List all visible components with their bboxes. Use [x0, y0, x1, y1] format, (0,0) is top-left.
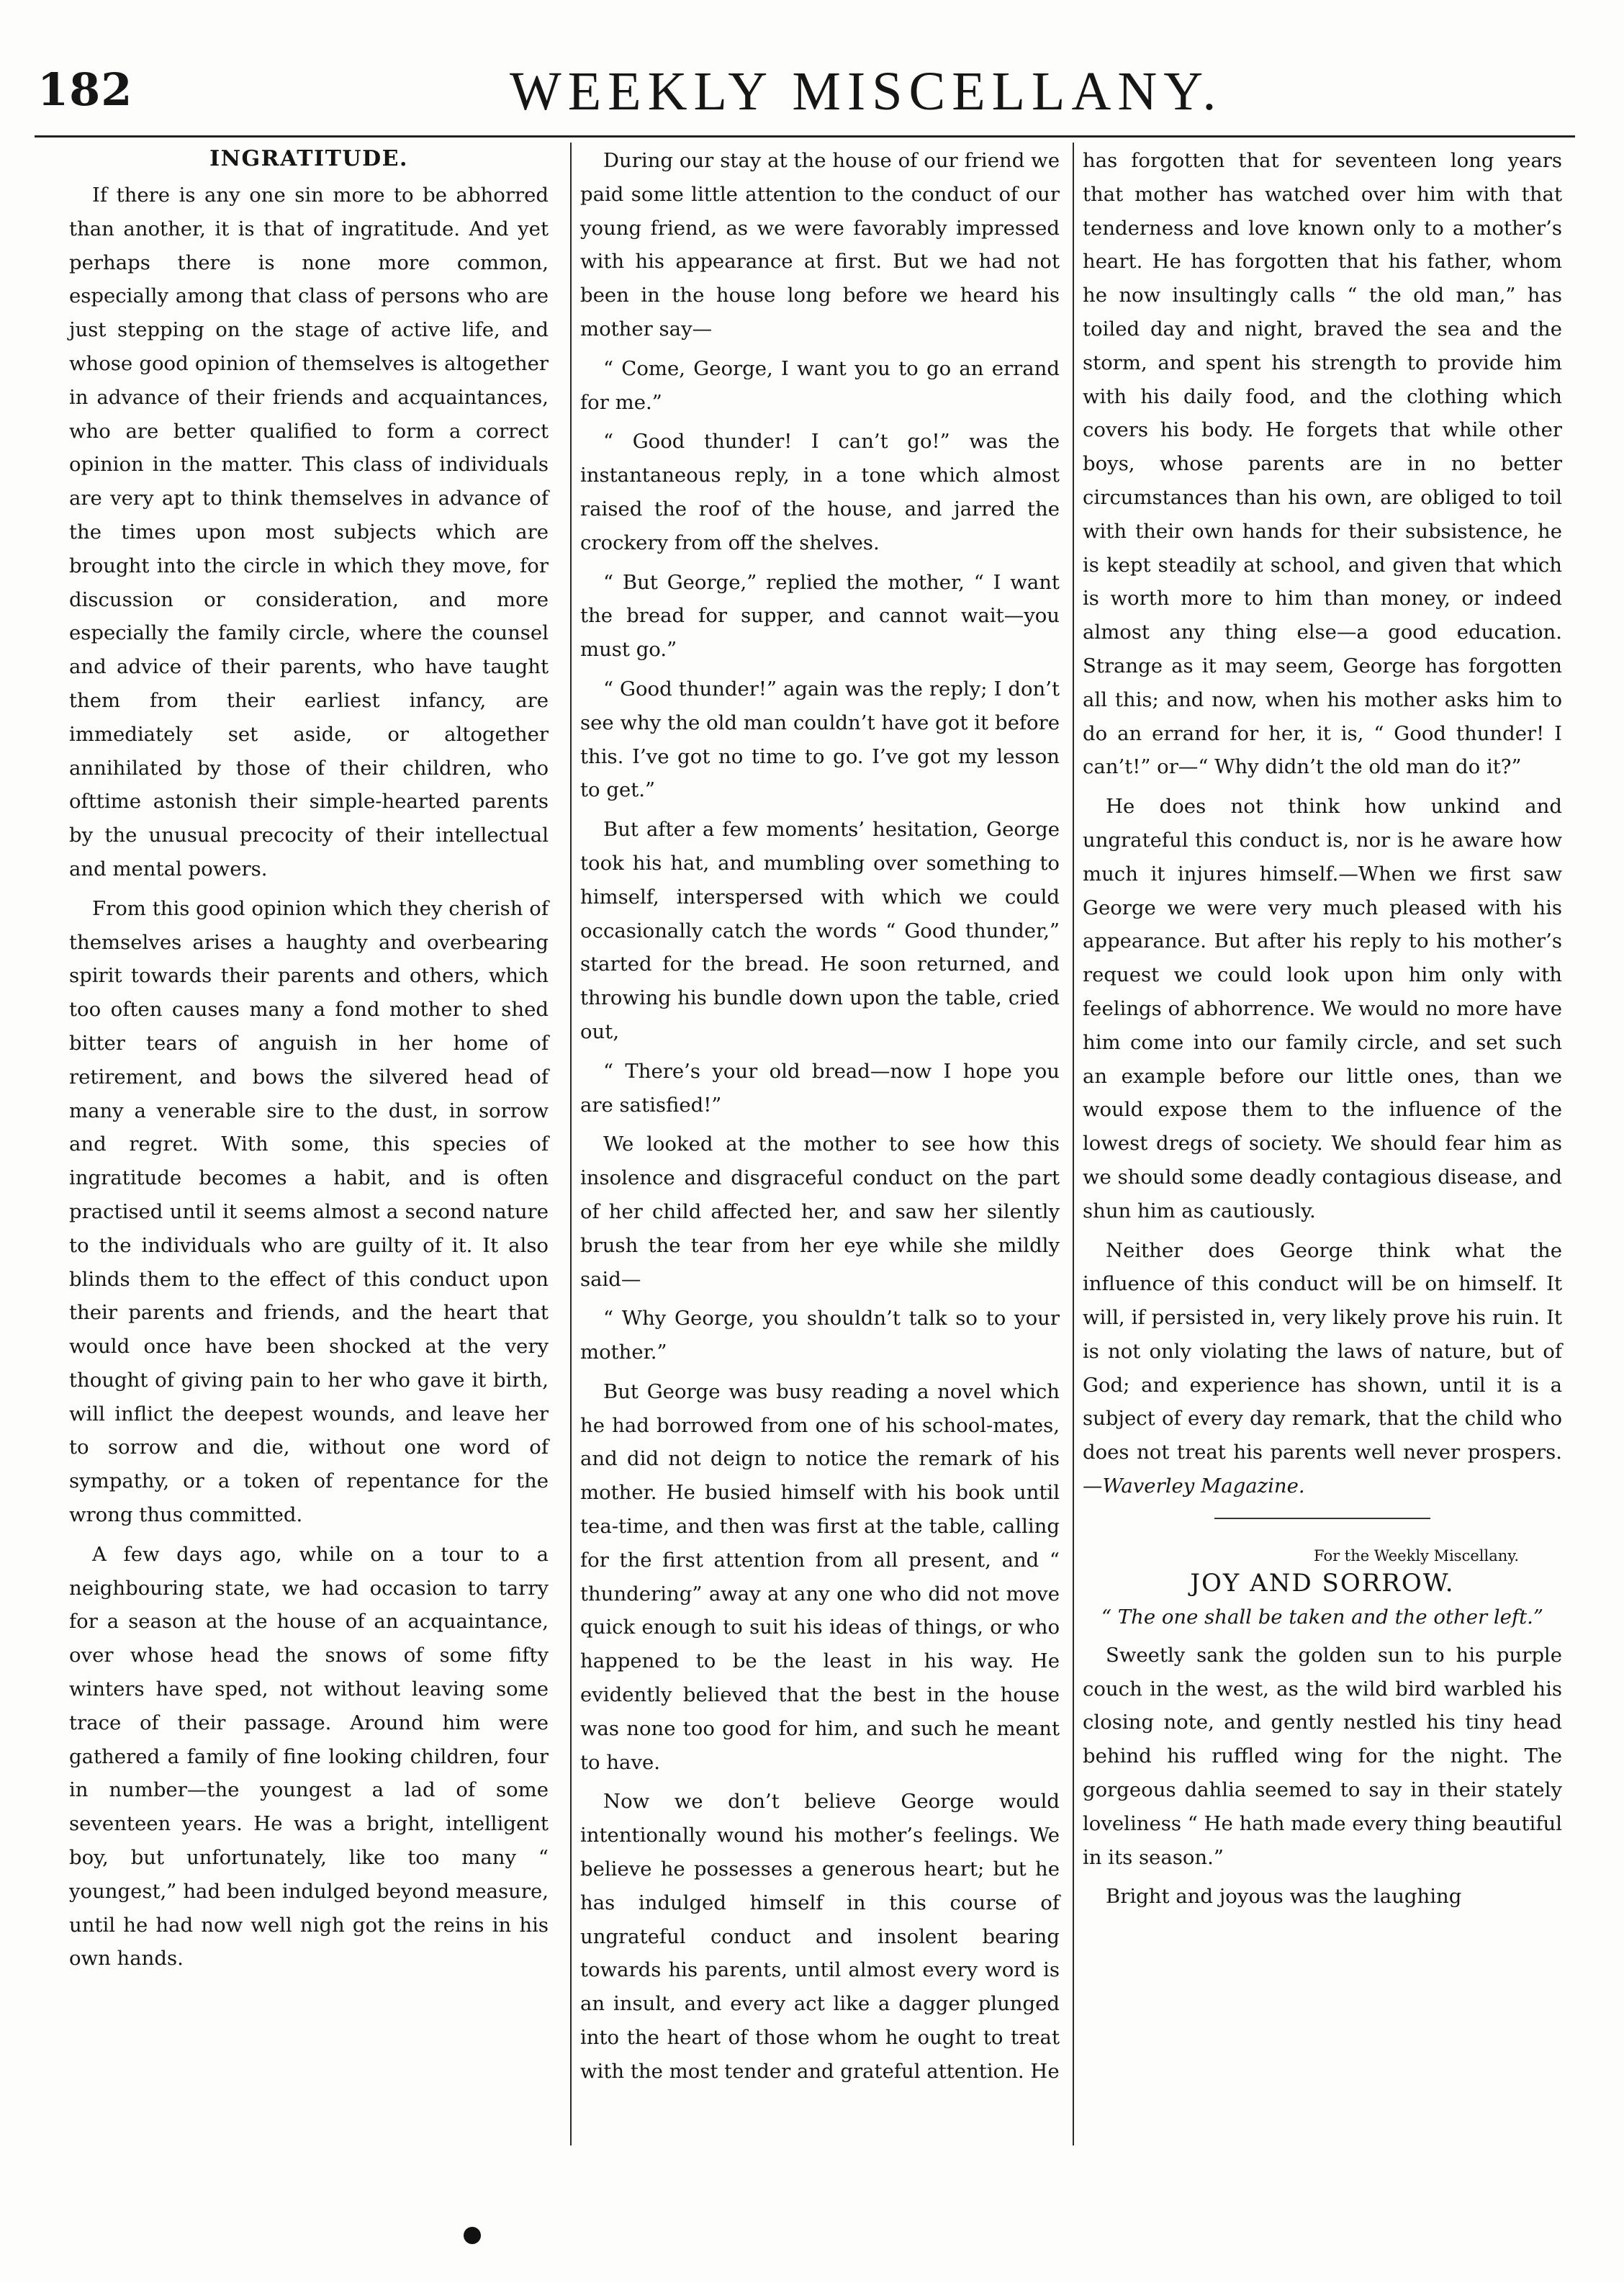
paragraph: Bright and joyous was the laughing — [1106, 1885, 1462, 1909]
column-2 — [580, 144, 1060, 2089]
article-heading-joy-and-sorrow: JOY AND SORROW. — [1190, 1568, 1455, 1598]
paragraph: But George was busy reading a novel which he had borrowed from one of his school-mates, and did not deign to notice the remark of his mother. He busied himself with his book until tea-time, and then was first at the table, calling for the first attention from all present, and “ thundering” away at any one who did not move quick enough to suit his ideas of things, or who happened to be the least in his way. He evidently believed that the best in the house was none too good for him, and such he meant to have. — [580, 1379, 1060, 1774]
bullet-ornament — [464, 2227, 481, 2244]
paragraph-continued: has forgotten that for seventeen long years that mother has watched over him with that tenderness and love known only to a mother’s heart. He has forgotten that his father, whom he now insultingly calls “ the old man,” has toiled day and night, braved the sea and the storm, and spent his strength to provide him with his daily food, and the clothing which covers his body. He forgets that while other boys, whose parents are in no better circumstances than his own, are obliged to toil with their own hands for their subsistence, he is kept steadily at school, and given that which is worth more to him than money, or indeed almost any thing else—a good education. Strange as it may seem, George has forgotten all this; and now, when his mother asks him to do an errand for her, it is, “ Good thunder! I can’t!” or—“ Why didn’t the old man do it?” — [1083, 149, 1562, 779]
contributor-credit: For the Weekly Miscellany. — [1314, 1546, 1519, 1564]
paragraph: “ Good thunder!” again was the reply; I don’t see why the old man couldn’t have got it before this. I’ve got no time to go. I’ve got my lesson to get.” — [580, 677, 1060, 802]
paragraph: “ But George,” replied the mother, “ I want the bread for supper, and cannot wait—you must go.” — [580, 570, 1060, 662]
paragraph-text: Neither does George think what the influence of this conduct will be on himself. It will, if persisted in, very likely prove his ruin. It is not only violating the laws of nature, but of God; and experience has shown, until it is a subject of every day remark, that the child who does not treat his parents well never prospers.— — [1083, 1238, 1562, 1498]
column-rule-2 — [1073, 143, 1074, 2145]
column-1 — [69, 144, 549, 1976]
paragraph: “ There’s your old bread—now I hope you are satisfied!” — [580, 1059, 1060, 1117]
page-number: 182 — [37, 63, 133, 116]
paragraph: From this good opinion which they cherish of themselves arises a haughty and overbearing spirit towards their parents and others, which too often causes many a fond mother to shed bitter tears of anguish in her home of retirement, and bows the silvered head of many a venerable sire to the dust, in sorrow and regret. With some, this species of ingratitude becomes a habit, and is often practised until it seems almost a second nature to the individuals who are guilty of it. It also blinds them to the effect of this conduct upon their parents and friends, and the heart that would once have been shocked at the very thought of giving pain to her who gave it birth, will inflict the deepest wounds, and leave her to sorrow and die, without one word of sympathy, or a token of repentance for the wrong thus committed. — [69, 896, 549, 1527]
masthead-rule — [35, 135, 1575, 138]
paragraph: “ Why George, you shouldn’t talk so to your mother.” — [580, 1307, 1060, 1364]
section-divider — [1214, 1518, 1430, 1519]
paragraph: During our stay at the house of our friend we paid some little attention to the conduct of our young friend, as we were favorably impressed with his appearance at first. But we had not been in the house long before we heard his mother say— — [580, 149, 1060, 341]
masthead — [35, 60, 1575, 141]
paragraph: “ Come, George, I want you to go an errand for me.” — [580, 356, 1060, 414]
column-3 — [1083, 144, 1562, 1914]
epigraph: “ The one shall be taken and the other left.” — [1101, 1605, 1543, 1629]
running-title: WEEKLY MISCELLANY. — [510, 61, 1223, 122]
paragraph: “ Good thunder! I can’t go!” was the instantaneous reply, in a tone which almost raised the roof of the house, and jarred the crockery from off the shelves. — [580, 430, 1060, 554]
paragraph — [1083, 1234, 1562, 1503]
paragraph: Now we don’t believe George would intentionally wound his mother’s feelings. We believe he possesses a generous heart; but he has indulged himself in this course of ungrateful conduct and insolent bearing towards his parents, until almost every word is an insult, and every act like a dagger plunged into the heart of those whom he ought to treat with the most tender and grateful attention. He — [580, 1790, 1060, 2083]
paragraph: He does not think how unkind and ungrateful this conduct is, nor is he aware how much it injures himself.—When we first saw George we were very much pleased with his appearance. But after his reply to his mother’s request we could look upon him only with feelings of abhorrence. We would no more have him come into our family circle, and set such an example before our little ones, than we would expose them to the influence of the lowest dregs of society. We should fear him as we should some deadly contagious disease, and shun him as cautiously. — [1083, 795, 1562, 1222]
column-rule-1 — [570, 143, 572, 2145]
article-heading-ingratitude: INGRATITUDE. — [209, 146, 408, 171]
paragraph: If there is any one sin more to be abhorred than another, it is that of ingratitude. And yet perhaps there is none more common, especially among that class of persons who are just stepping on the stage of active life, and whose good opinion of themselves is altogether in advance of their friends and acquaintances, who are better qualified to form a correct opinion in the matter. This class of individuals are very apt to think themselves in advance of the times upon most subjects which are brought into the circle in which they move, for discussion or consideration, and more especially the family circle, where the counsel and advice of their parents, who have taught them from their earliest infancy, are immediately set aside, or altogether annihilated by those of their children, who ofttime astonish their simple-hearted parents by the unusual precocity of their intellectual and mental powers. — [69, 184, 549, 881]
source-citation: Waverley Magazine. — [1102, 1474, 1305, 1498]
paragraph: We looked at the mother to see how this insolence and disgraceful conduct on the part of her child affected her, and saw her silently brush the tear from her eye while she mildly said— — [580, 1133, 1060, 1291]
paragraph: Sweetly sank the golden sun to his purple couch in the west, as the wild bird warbled his closing note, and gently nestled his tiny head behind his ruffled wing for the night. The gorgeous dahlia seemed to say in their stately loveliness “ He hath made every thing beautiful in its season.” — [1083, 1643, 1562, 1869]
paragraph: A few days ago, while on a tour to a neighbouring state, we had occasion to tarry for a season at the house of an acquaintance, over whose head the snows of some fifty winters have sped, not without leaving some trace of their passage. Around him were gathered a family of fine looking children, four in number—the youngest a lad of some seventeen years. He was a bright, intelligent boy, but unfortunately, like too many “ youngest,” had been indulged beyond measure, until he had now well nigh got the reins in his own hands. — [69, 1542, 549, 1971]
paragraph: But after a few moments’ hesitation, George took his hat, and mumbling over something to himself, interspersed with which we could occasionally catch the words “ Good thunder,” started for the bread. He soon returned, and throwing his bundle down upon the table, cried out, — [580, 818, 1060, 1043]
